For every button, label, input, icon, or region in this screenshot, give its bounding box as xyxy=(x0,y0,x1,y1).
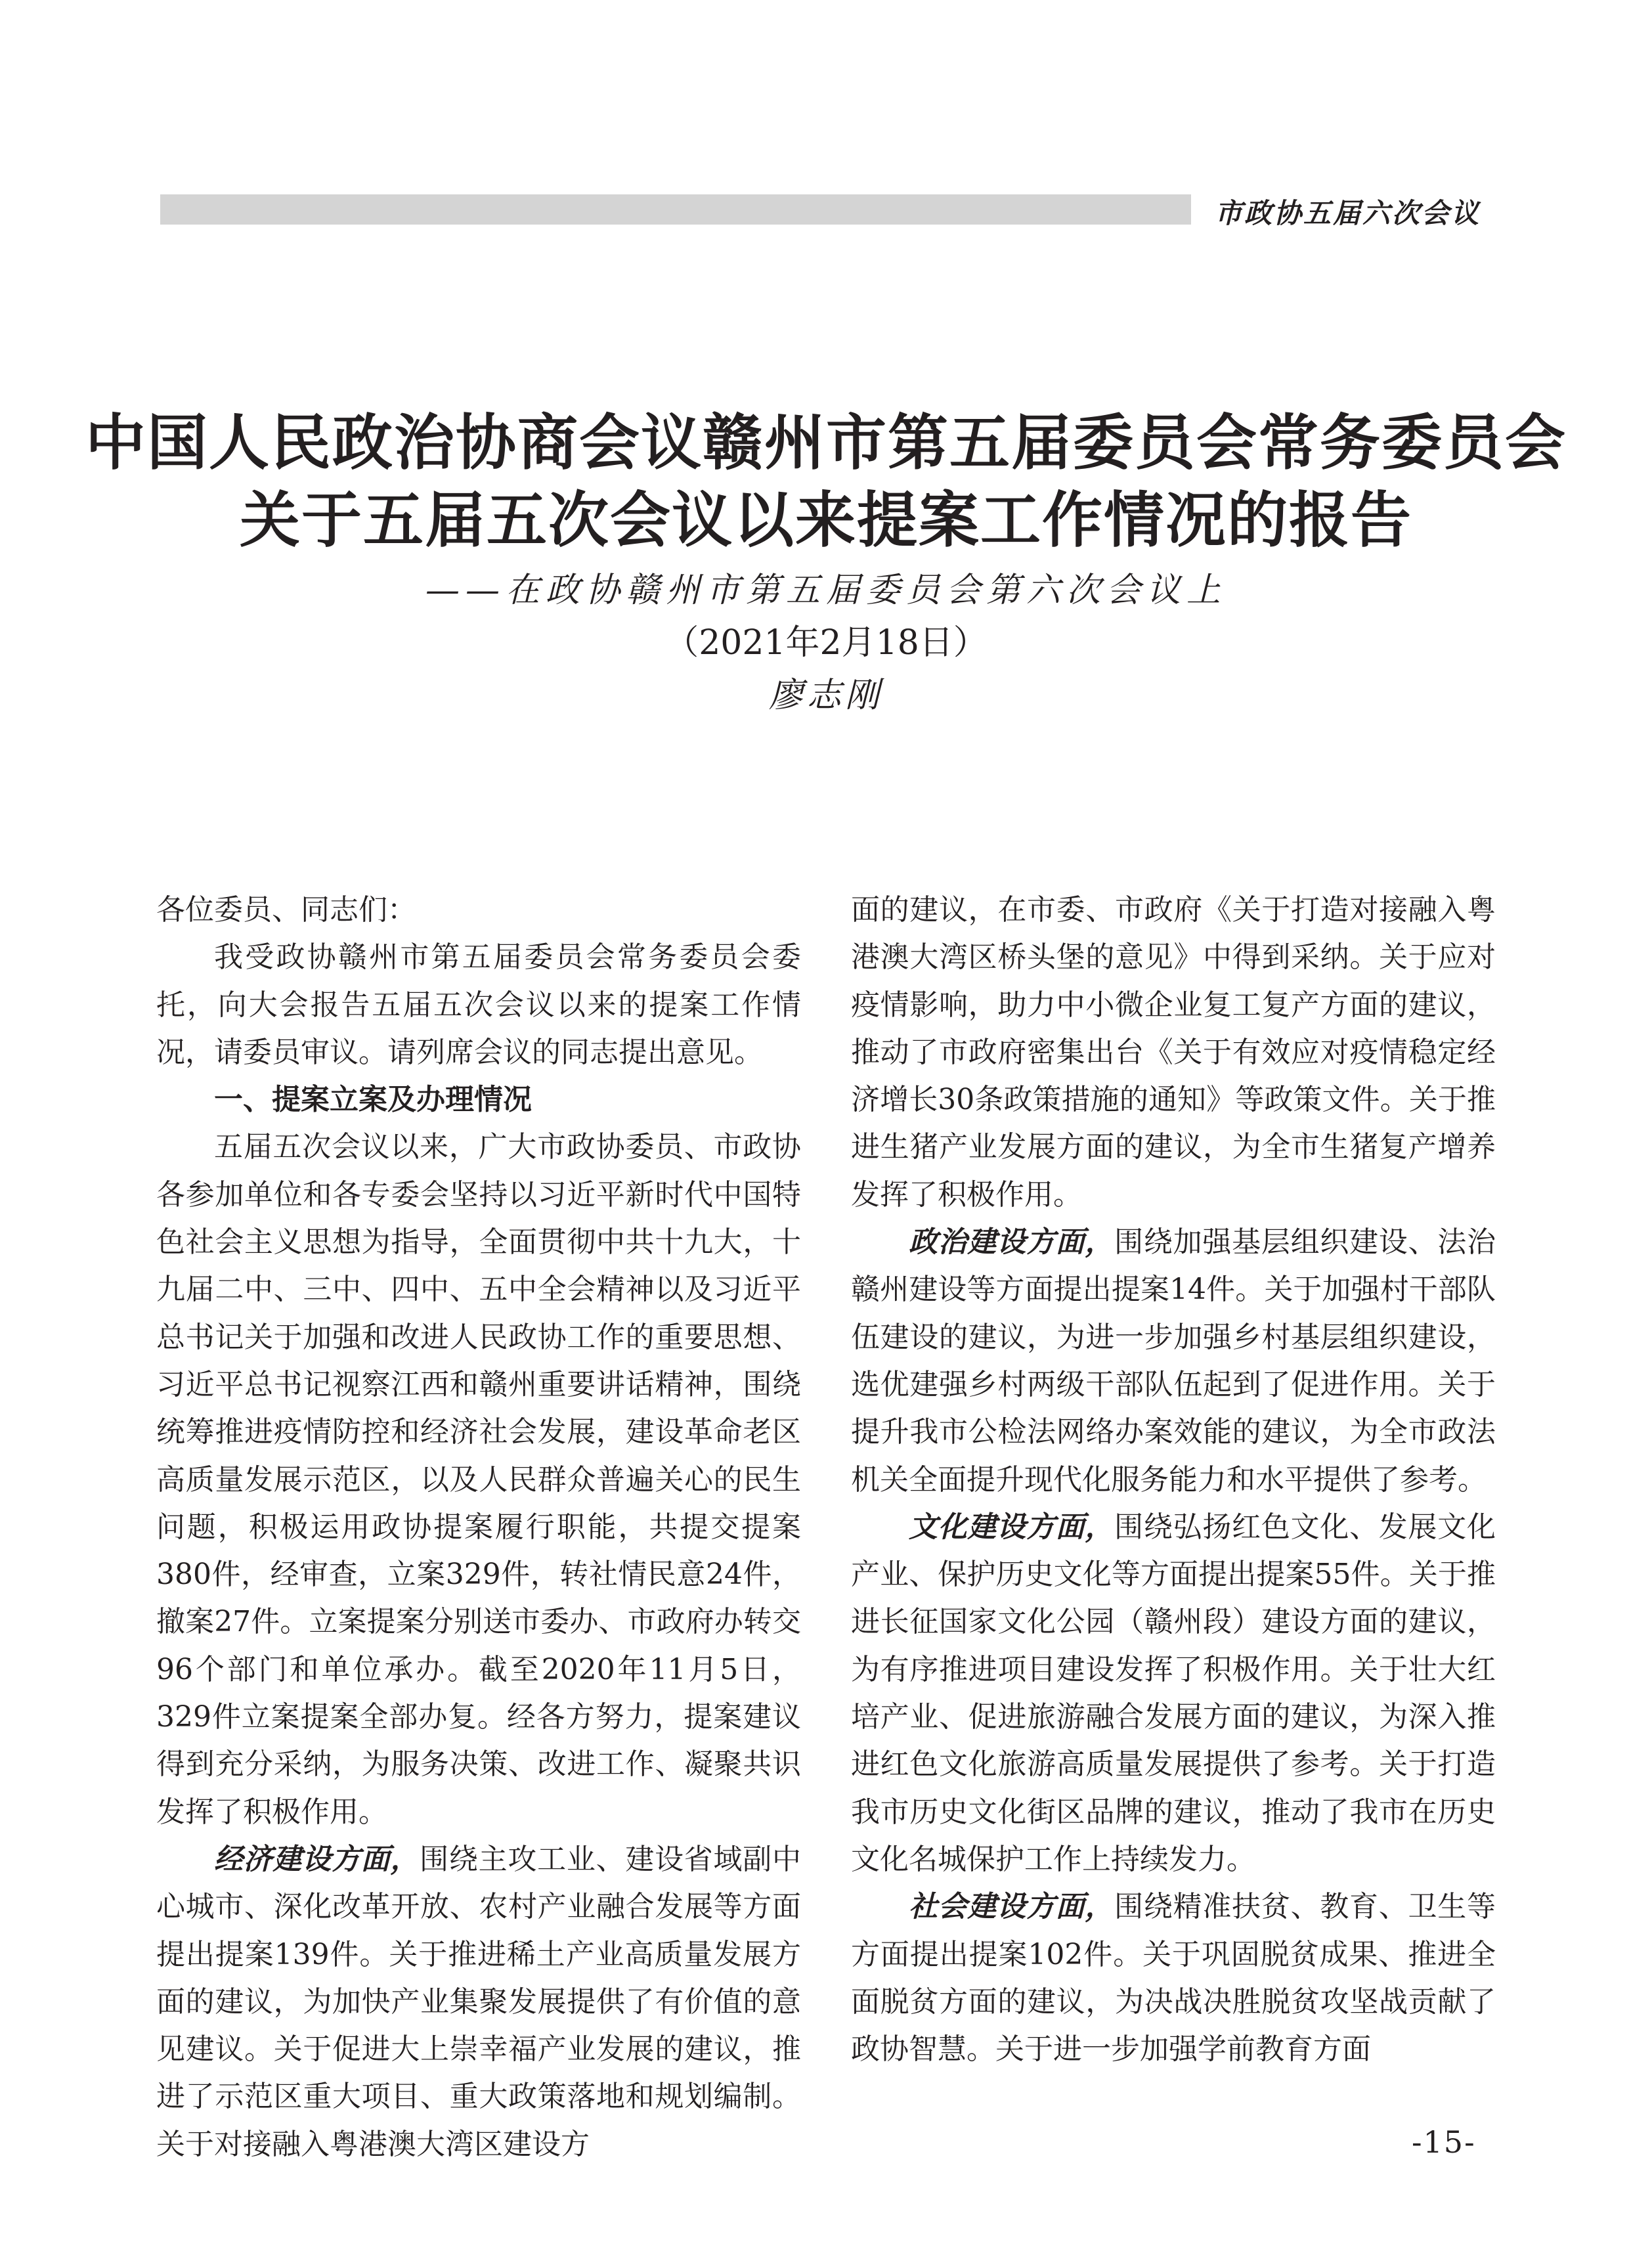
paragraph xyxy=(156,1836,801,2168)
paragraph-text: 围绕主攻工业、建设省域副中心城市、深化改革开放、农村产业融合发展等方面提出提案139件。关于推进稀土产业高质量发展方面的建议，为加快产业集聚发展提供了有价值的意见建议。关于促进大上崇幸福产业发展的建议，推进了示范区重大项目、重大政策落地和规划编制。关于对接融入粤港澳大湾区建设方 xyxy=(156,1842,802,2161)
paragraph-text: 围绕精准扶贫、教育、卫生等方面提出提案102件。关于巩固脱贫成果、推进全面脱贫方面的建议，为决战决胜脱贫攻坚战贡献了政协智慧。关于进一步加强学前教育方面 xyxy=(851,1890,1496,2067)
body-column-right xyxy=(851,887,1496,2073)
paragraph xyxy=(851,1219,1496,1504)
paragraph xyxy=(851,1883,1496,2073)
paragraph xyxy=(851,1504,1496,1883)
author: 廖志刚 xyxy=(768,676,883,715)
title-block xyxy=(0,404,1652,722)
header-bar xyxy=(160,194,1191,225)
paragraph-lead: 社会建设方面， xyxy=(909,1890,1115,1924)
title-line-1: 中国人民政治协商会议赣州市第五届委员会常务委员会 xyxy=(85,407,1567,478)
paragraph: 我受政协赣州市第五届委员会常务委员会委托，向大会报告五届五次会议以来的提案工作情况，请委员审议。请列席会议的同志提出意见。 xyxy=(156,940,801,1069)
paragraph-lead: 文化建设方面， xyxy=(909,1510,1115,1544)
paragraph-lead: 经济建设方面， xyxy=(214,1842,420,1876)
paragraph-text: 围绕弘扬红色文化、发展文化产业、保护历史文化等方面提出提案55件。关于推进长征国家文化公园（赣州段）建设方面的建议，为有序推进项目建设发挥了积极作用。关于壮大红培产业、促进旅游融合发展方面的建议，为深入推进红色文化旅游高质量发展提供了参考。关于打造我市历史文化街区品牌的建议，推动了我市在历史文化名城保护工作上持续发力。 xyxy=(851,1510,1496,1876)
paragraph-text: 围绕加强基层组织建设、法治赣州建设等方面提出提案14件。关于加强村干部队伍建设的建议，为进一步加强乡村基层组织建设，选优建强乡村两级干部队伍起到了促进作用。关于提升我市公检法网络办案效能的建议，为全市政法机关全面提升现代化服务能力和水平提供了参考。 xyxy=(851,1225,1496,1497)
report-date: （2021年2月18日） xyxy=(664,623,988,663)
paragraph: 面的建议，在市委、市政府《关于打造对接融入粤港澳大湾区桥头堡的意见》中得到采纳。关于应对疫情影响，助力中小微企业复工复产方面的建议，推动了市政府密集出台《关于有效应对疫情稳定经济增长30条政策措施的通知》等政策文件。关于推进生猪产业发展方面的建议，为全市生猪复产增养发挥了积极作用。 xyxy=(851,893,1496,1212)
subtitle: ——在政协赣州市第五届委员会第六次会议上 xyxy=(425,571,1227,610)
body-column-left xyxy=(156,887,801,2168)
section-heading: 一、提案立案及办理情况 xyxy=(214,1083,532,1117)
title-line-2: 关于五届五次会议以来提案工作情况的报告 xyxy=(239,485,1412,556)
page-number: -15- xyxy=(1412,2124,1476,2160)
section-label: 市政协五届六次会议 xyxy=(1215,197,1481,229)
salutation: 各位委员、同志们： xyxy=(156,893,416,927)
paragraph: 五届五次会议以来，广大市政协委员、市政协各参加单位和各专委会坚持以习近平新时代中国特色社会主义思想为指导，全面贯彻中共十九大，十九届二中、三中、四中、五中全会精神以及习近平总书记关于加强和改进人民政协工作的重要思想、习近平总书记视察江西和赣州重要讲话精神，围绕统筹推进疫情防控和经济社会发展，建设革命老区高质量发展示范区，以及人民群众普遍关心的民生问题，积极运用政协提案履行职能，共提交提案380件，经审查，立案329件，转社情民意24件，撤案27件。立案提案分别送市委办、市政府办转交96个部门和单位承办。截至2020年11月5日，329件立案提案全部办复。经各方努力，提案建议得到充分采纳，为服务决策、改进工作、凝聚共识发挥了积极作用。 xyxy=(156,1130,801,1829)
paragraph-lead: 政治建设方面， xyxy=(909,1225,1115,1260)
